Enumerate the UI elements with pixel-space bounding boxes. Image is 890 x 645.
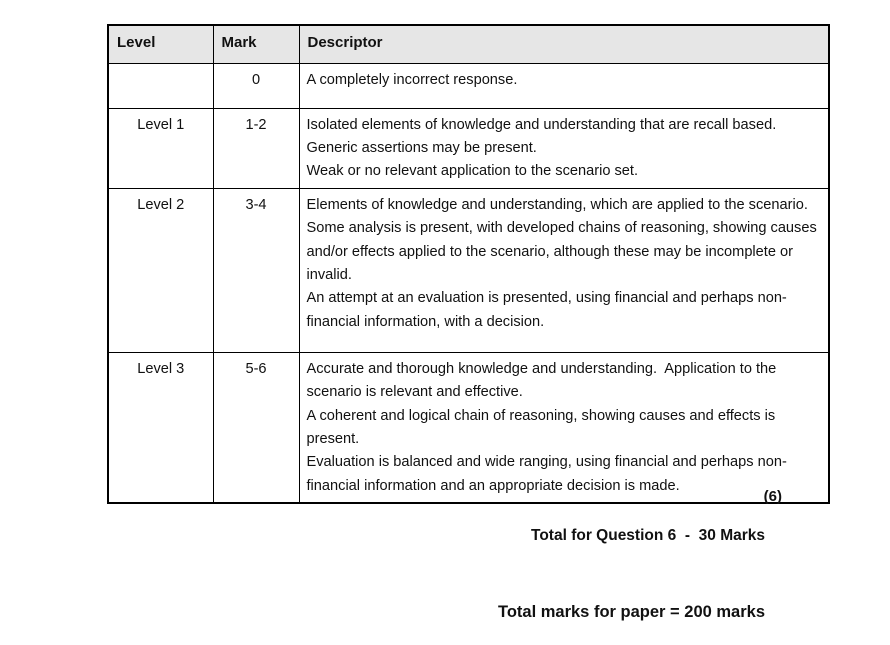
column-header-level: Level: [108, 25, 213, 63]
descriptor-line: Accurate and thorough knowledge and understanding. Application to the scenario is relevant and effective.: [306, 360, 781, 401]
descriptor-cell: [299, 188, 829, 352]
level-cell: Level 3: [108, 352, 213, 503]
descriptor-line: Evaluation is balanced and wide ranging, using financial and perhaps non-financial information and an appropriate decision is made.: [306, 454, 787, 494]
descriptor-line: An attempt at an evaluation is presented, using financial and perhaps non-financial information, with a decision.: [306, 290, 787, 330]
descriptor-line: Weak or no relevant application to the scenario set.: [306, 163, 639, 180]
table-row: [108, 188, 829, 352]
table-row: [108, 108, 829, 188]
table-header-row: [108, 25, 829, 63]
descriptor-line: A coherent and logical chain of reasoning, showing causes and effects is present.: [306, 407, 780, 447]
table-row: [108, 352, 829, 503]
descriptor-line: Some analysis is present, with developed chains of reasoning, showing causes and/or effects applied to the scenario, although these may be incomplete or invalid.: [306, 220, 821, 283]
level-cell: [108, 63, 213, 108]
mark-cell: 0: [213, 63, 299, 108]
descriptor-cell: [299, 108, 829, 188]
column-header-mark: Mark: [213, 25, 299, 63]
question-total-text: Total for Question 6 - 30 Marks: [531, 527, 765, 544]
descriptor-cell: [299, 63, 829, 108]
mark-cell: 1-2: [213, 108, 299, 188]
mark-cell: 3-4: [213, 188, 299, 352]
mark-cell: 5-6: [213, 352, 299, 503]
table-row: [108, 63, 829, 108]
descriptor-cell: [299, 352, 829, 503]
paper-total-text: Total marks for paper = 200 marks: [497, 603, 765, 621]
descriptor-line: Generic assertions may be present.: [306, 139, 537, 156]
level-cell: Level 1: [108, 108, 213, 188]
descriptor-line: Isolated elements of knowledge and understanding that are recall based.: [306, 116, 777, 133]
descriptor-line: A completely incorrect response.: [306, 71, 518, 88]
level-cell: Level 2: [108, 188, 213, 352]
question-part-marks: (6): [763, 488, 782, 505]
level-descriptor-table: [107, 24, 830, 504]
descriptor-line: Elements of knowledge and understanding, which are applied to the scenario.: [306, 196, 808, 213]
column-header-descriptor: Descriptor: [299, 25, 829, 63]
